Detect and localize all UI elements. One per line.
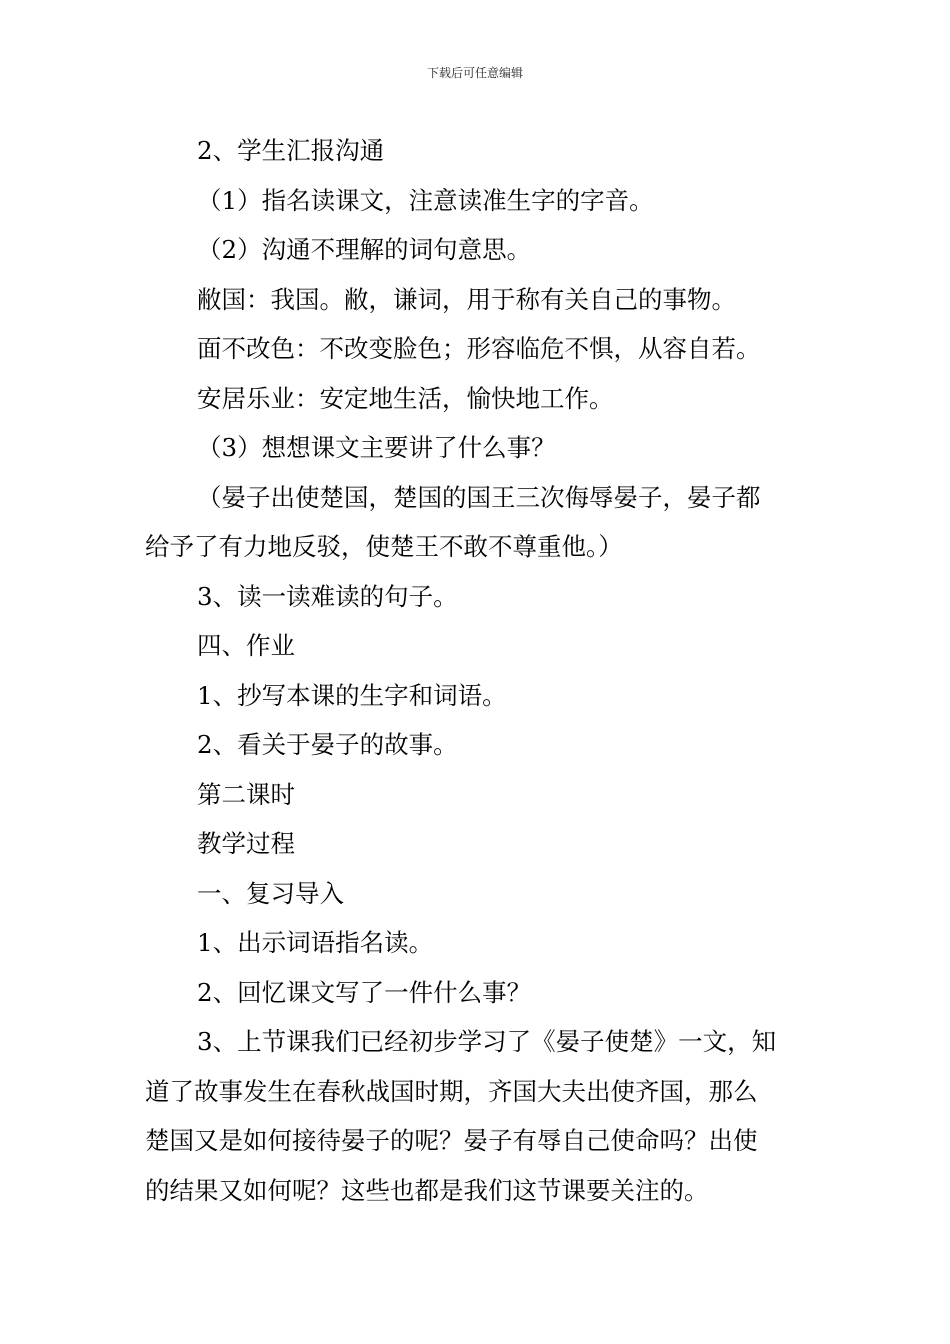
text-line: 1、抄写本课的生字和词语。 (197, 680, 507, 710)
section-heading: 第二课时 (197, 779, 295, 809)
text-line: 3、读一读难读的句子。 (197, 581, 458, 611)
section-heading: 教学过程 (197, 829, 295, 858)
text-line: 的结果又如何呢？这些也都是我们这节课要关注的。 (145, 1175, 709, 1205)
text-line: 2、学生汇报沟通 (197, 136, 385, 165)
text-line: 楚国又是如何接待晏子的呢？晏子有辱自己使命吗？出使 (145, 1126, 758, 1155)
document-body (145, 126, 807, 1215)
text-line: 1、出示词语指名读。 (197, 928, 434, 957)
text-line: （2）沟通不理解的词句意思。 (197, 235, 532, 264)
text-line: 面不改色：不改变脸色；形容临危不惧，从容自若。 (197, 334, 761, 363)
text-line: 3、上节课我们已经初步学习了《晏子使楚》一文，知 (197, 1027, 777, 1056)
text-line: 给予了有力地反驳，使楚王不敢不尊重他。） (145, 532, 623, 561)
section-heading: 一、复习导入 (197, 878, 344, 908)
section-heading: 四、作业 (197, 631, 295, 660)
text-line: 2、看关于晏子的故事。 (197, 730, 458, 759)
text-line: （晏子出使楚国，楚国的国王三次侮辱晏子，晏子都 (197, 482, 761, 512)
text-line: （1）指名读课文，注意读准生字的字音。 (197, 185, 654, 215)
text-line: 敝国：我国。敝，谦词，用于称有关自己的事物。 (197, 284, 736, 314)
text-line: （3）想想课文主要讲了什么事？ (197, 433, 556, 462)
text-line: 安居乐业：安定地生活，愉快地工作。 (197, 383, 614, 413)
header-note: 下载后可任意编辑 (426, 66, 523, 80)
text-line: 道了故事发生在春秋战国时期，齐国大夫出使齐国，那么 (145, 1076, 758, 1106)
text-line: 2、回忆课文写了一件什么事？ (197, 977, 532, 1007)
